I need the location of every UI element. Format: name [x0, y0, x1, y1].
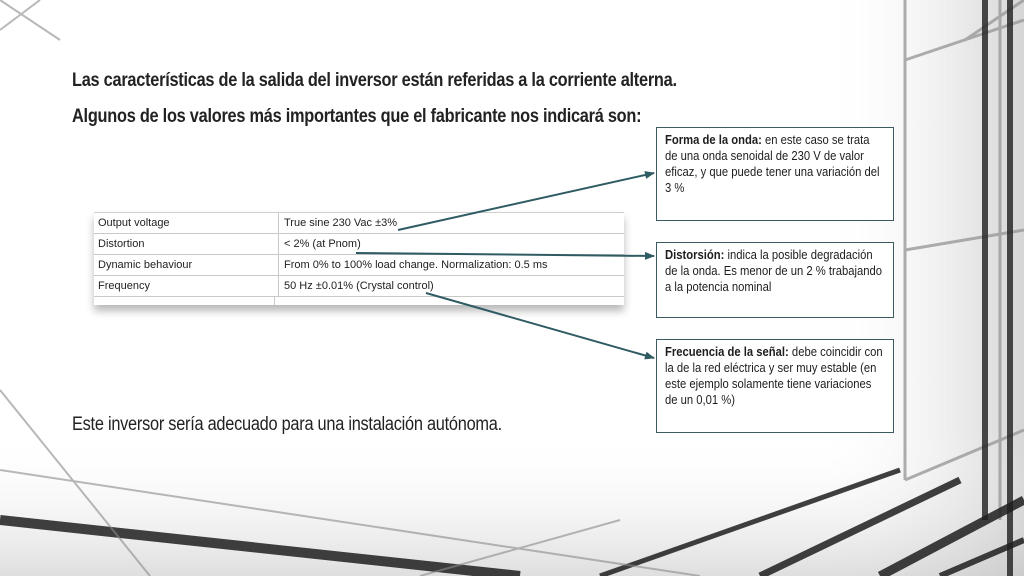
table-tail-cell: [94, 297, 275, 305]
row-value-frequency: 50 Hz ±0.01% (Crystal control): [284, 280, 434, 292]
callout-distortion-title: Distorsión:: [665, 248, 725, 262]
table-row: [94, 255, 624, 276]
conclusion-text: Este inversor sería adecuado para una instalación autónoma.: [72, 414, 502, 435]
row-label-frequency: Frequency: [94, 276, 279, 296]
table-row: [94, 234, 624, 255]
callout-frequency: [656, 339, 894, 433]
row-label-dynamic-behaviour: Dynamic behaviour: [94, 255, 279, 275]
row-label-output-voltage: Output voltage: [94, 213, 279, 233]
callout-distortion-body: indica la posible degradación de la onda. Es menor de un 2 % trabajando a la potencia nominal: [665, 248, 883, 294]
callout-wave-form: [656, 127, 894, 221]
callout-distortion: [656, 242, 894, 318]
row-label-distortion: Distortion: [94, 234, 279, 254]
spec-table: [94, 212, 624, 305]
intro-line-1: Las características de la salida del inversor están referidas a la corriente alterna.: [72, 70, 677, 91]
table-row: [94, 213, 624, 234]
callout-wave-form-text: [665, 132, 885, 196]
row-value-output-voltage: True sine 230 Vac ±3%: [284, 217, 398, 229]
row-value-dynamic-behaviour: From 0% to 100% load change. Normalization: 0.5 ms: [284, 259, 548, 271]
callout-frequency-title: Frecuencia de la señal:: [665, 345, 789, 359]
callout-frequency-body: debe coincidir con la de la red eléctrica y ser muy estable (en este ejemplo solamente tiene variaciones de un 0,01 %): [665, 345, 883, 407]
callout-frequency-text: [665, 344, 885, 408]
intro-line-2: Algunos de los valores más importantes que el fabricante nos indicará son:: [72, 106, 642, 127]
table-tail: [94, 297, 624, 305]
row-value-distortion: < 2% (at Pnom): [284, 238, 361, 250]
callout-distortion-text: [665, 247, 885, 295]
callout-wave-form-title: Forma de la onda:: [665, 133, 762, 147]
table-row: [94, 276, 624, 297]
callout-wave-form-body: en este caso se trata de una onda senoidal de 230 V de valor eficaz, y que puede tener una variación del 3 %: [665, 133, 880, 195]
